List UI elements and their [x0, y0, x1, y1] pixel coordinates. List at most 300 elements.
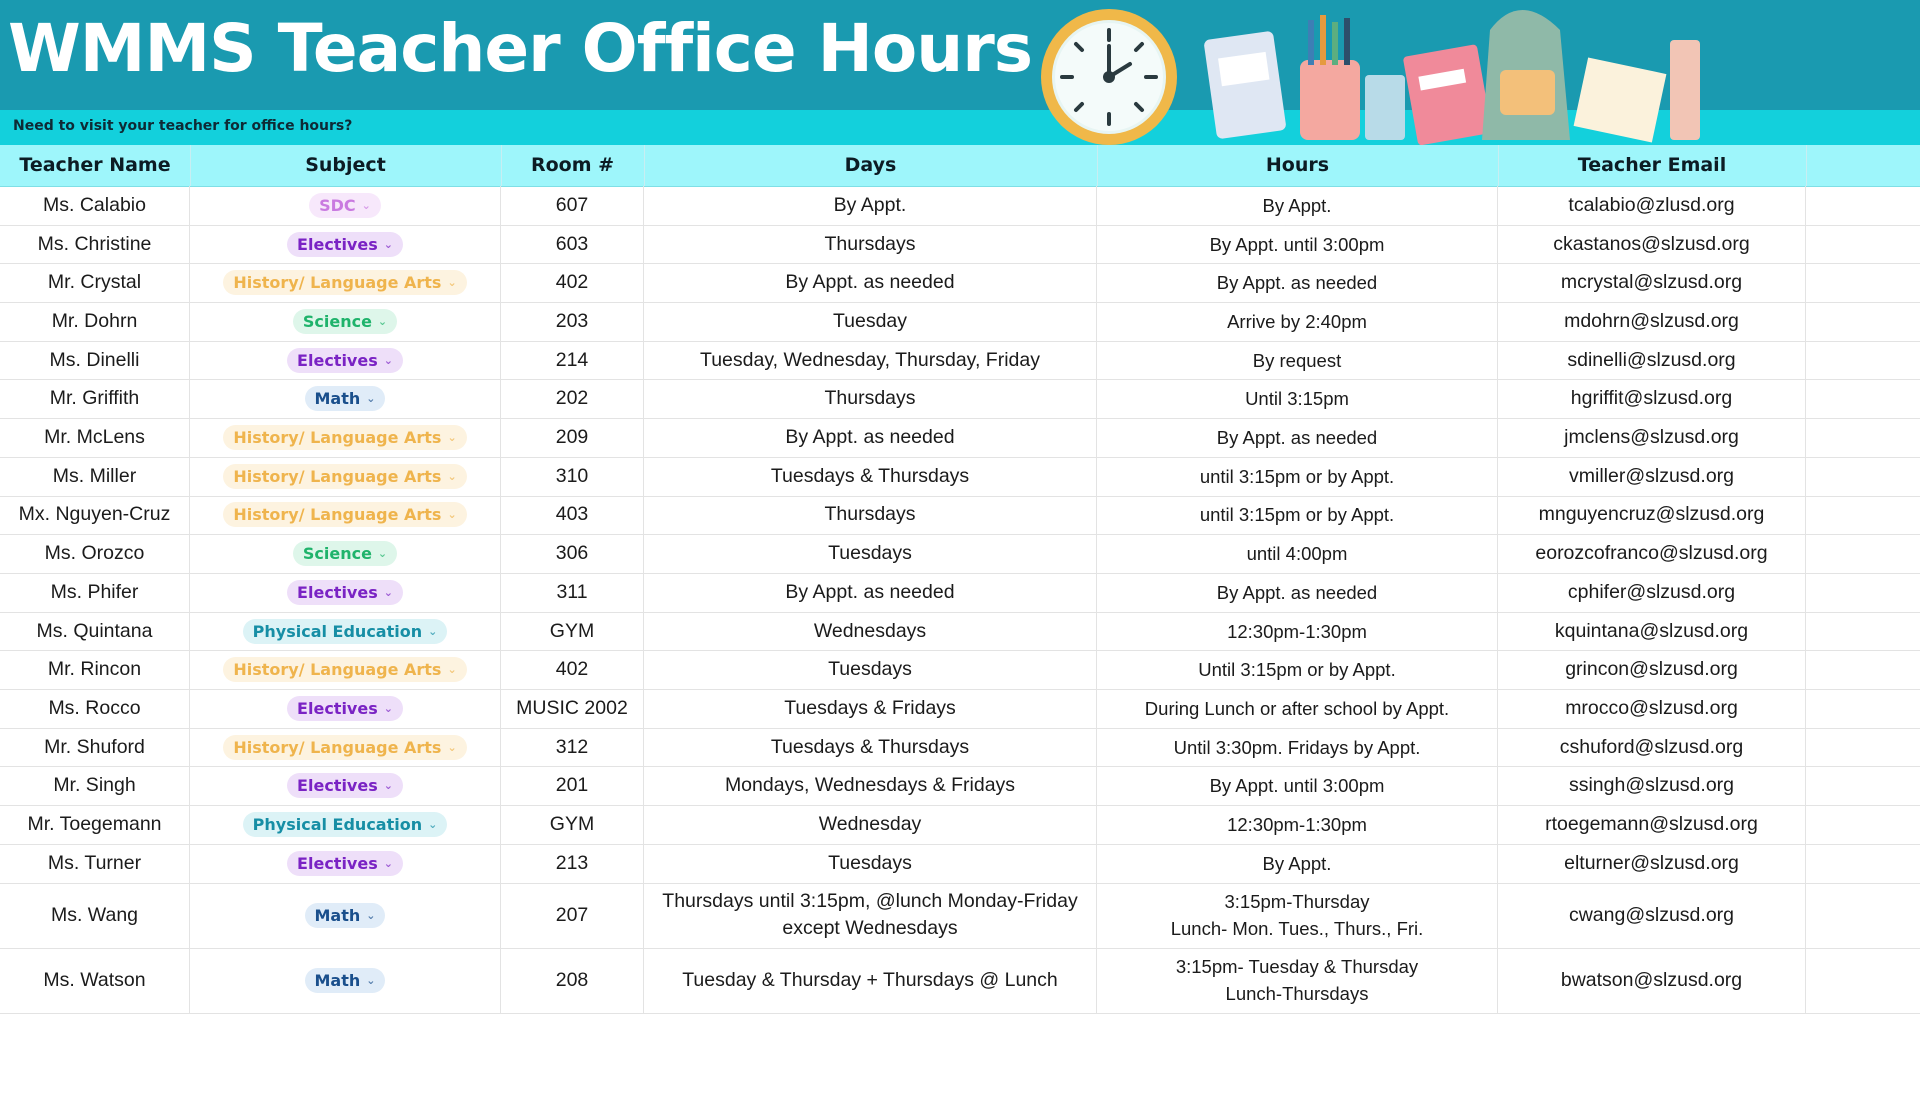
hours-text: During Lunch or after school by Appt. — [1144, 697, 1450, 719]
page-title: WMMS Teacher Office Hours — [8, 10, 1033, 87]
room-cell[interactable] — [501, 844, 644, 883]
teacher-name-cell[interactable] — [0, 844, 190, 883]
subject-label: Electives — [297, 582, 378, 602]
room-text: 214 — [555, 348, 589, 371]
hours-cell[interactable] — [1097, 689, 1498, 728]
hours-cell[interactable] — [1097, 844, 1498, 883]
email-text: ckastanos@slzusd.org — [1553, 232, 1750, 255]
days-text: Thursdays until 3:15pm, @lunch Monday-Friday except Wednesdays — [662, 890, 1078, 940]
column-header-email[interactable]: Teacher Email — [1498, 145, 1807, 186]
email-cell[interactable] — [1498, 380, 1806, 419]
email-cell[interactable] — [1498, 612, 1806, 651]
hours-cell[interactable] — [1097, 573, 1498, 612]
subject-dropdown-chip[interactable] — [287, 580, 403, 605]
teacher-name-text: Mr. Toegemann — [27, 813, 162, 836]
days-cell[interactable] — [644, 302, 1097, 341]
email-cell[interactable] — [1498, 496, 1806, 535]
subject-label: History/ Language Arts — [233, 466, 442, 486]
days-text: Tuesdays & Thursdays — [770, 735, 970, 758]
days-text: Wednesday — [818, 813, 922, 836]
hours-cell[interactable] — [1097, 948, 1498, 1013]
subject-cell[interactable] — [190, 457, 501, 496]
column-header-days[interactable]: Days — [644, 145, 1098, 186]
subject-cell[interactable] — [190, 612, 501, 651]
room-text: 607 — [555, 193, 589, 216]
subject-cell[interactable] — [190, 573, 501, 612]
subject-dropdown-chip[interactable] — [309, 193, 381, 218]
teacher-name-cell[interactable] — [0, 728, 190, 767]
room-cell[interactable] — [501, 225, 644, 264]
days-cell[interactable] — [644, 805, 1097, 844]
subject-dropdown-chip[interactable] — [287, 696, 403, 721]
table-row — [0, 573, 1920, 613]
chevron-down-icon: ⌄ — [361, 198, 371, 212]
room-text: 209 — [555, 426, 589, 449]
teacher-name-cell[interactable] — [0, 457, 190, 496]
chevron-down-icon: ⌄ — [447, 431, 457, 445]
room-text: 203 — [555, 309, 589, 332]
room-cell[interactable] — [501, 728, 644, 767]
room-cell[interactable] — [501, 496, 644, 535]
hours-text: 3:15pm-Thursday Lunch- Mon. Tues., Thurs., Fri. — [1170, 891, 1424, 940]
table-row — [0, 380, 1920, 420]
email-cell[interactable] — [1498, 767, 1806, 806]
days-cell[interactable] — [644, 689, 1097, 728]
teacher-name-cell[interactable] — [0, 263, 190, 302]
hours-cell[interactable] — [1097, 767, 1498, 806]
email-text: cphifer@slzusd.org — [1567, 580, 1736, 603]
email-cell[interactable] — [1498, 457, 1806, 496]
teacher-name-text: Mr. Griffith — [49, 387, 140, 410]
room-cell[interactable] — [501, 302, 644, 341]
hours-text: until 4:00pm — [1246, 543, 1348, 565]
teacher-name-text: Ms. Miller — [52, 464, 137, 487]
email-text: cshuford@slzusd.org — [1559, 735, 1744, 758]
subject-cell[interactable] — [190, 186, 501, 225]
teacher-name-text: Mr. Shuford — [44, 735, 145, 758]
hours-text: until 3:15pm or by Appt. — [1199, 504, 1395, 526]
hours-text: By Appt. — [1262, 194, 1332, 216]
room-cell[interactable] — [501, 767, 644, 806]
teacher-name-cell[interactable] — [0, 341, 190, 380]
subject-dropdown-chip[interactable] — [305, 968, 386, 993]
email-cell[interactable] — [1498, 186, 1806, 225]
room-cell[interactable] — [501, 612, 644, 651]
chevron-down-icon: ⌄ — [447, 740, 457, 754]
subject-cell[interactable] — [190, 418, 501, 457]
email-cell[interactable] — [1498, 650, 1806, 689]
teacher-name-cell[interactable] — [0, 573, 190, 612]
subject-label: History/ Language Arts — [233, 273, 442, 293]
subject-cell[interactable] — [190, 948, 501, 1013]
hours-text: By Appt. until 3:00pm — [1209, 775, 1385, 797]
subject-dropdown-chip[interactable] — [293, 309, 397, 334]
room-cell[interactable] — [501, 418, 644, 457]
chevron-down-icon: ⌄ — [447, 469, 457, 483]
email-cell[interactable] — [1498, 534, 1806, 573]
email-cell[interactable] — [1498, 225, 1806, 264]
hours-text: By Appt. as needed — [1216, 581, 1378, 603]
subject-dropdown-chip[interactable] — [305, 386, 386, 411]
room-text: 402 — [555, 271, 589, 294]
email-cell[interactable] — [1498, 883, 1806, 948]
email-text: jmclens@slzusd.org — [1564, 426, 1739, 449]
days-text: Wednesdays — [813, 619, 927, 642]
days-cell[interactable] — [644, 534, 1097, 573]
subject-label: Electives — [297, 853, 378, 873]
days-text: Tuesdays — [828, 542, 912, 565]
days-cell[interactable] — [644, 767, 1097, 806]
hours-text: Until 3:15pm or by Appt. — [1198, 659, 1396, 681]
email-cell[interactable] — [1498, 689, 1806, 728]
hours-cell[interactable] — [1097, 186, 1498, 225]
hours-text: By Appt. as needed — [1216, 272, 1378, 294]
room-cell[interactable] — [501, 186, 644, 225]
teacher-name-text: Ms. Christine — [37, 232, 152, 255]
teacher-name-cell[interactable] — [0, 186, 190, 225]
subject-dropdown-chip[interactable] — [223, 425, 466, 450]
table-row — [0, 728, 1920, 768]
chevron-down-icon: ⌄ — [383, 779, 393, 793]
chevron-down-icon: ⌄ — [366, 392, 376, 406]
chevron-down-icon: ⌄ — [447, 508, 457, 522]
teacher-name-text: Mr. Singh — [53, 774, 136, 797]
teacher-name-cell[interactable] — [0, 650, 190, 689]
teacher-name-text: Ms. Calabio — [43, 193, 146, 216]
subject-label: Math — [314, 905, 361, 925]
table-row — [0, 883, 1920, 949]
days-cell[interactable] — [644, 186, 1097, 225]
email-text: vmiller@slzusd.org — [1569, 464, 1734, 487]
subject-label: Electives — [297, 234, 378, 254]
subject-cell[interactable] — [190, 689, 501, 728]
chevron-down-icon: ⌄ — [366, 908, 376, 922]
email-text: mnguyencruz@slzusd.org — [1538, 503, 1765, 526]
days-text: Mondays, Wednesdays & Fridays — [724, 774, 1016, 797]
subject-cell[interactable] — [190, 341, 501, 380]
hours-cell[interactable] — [1097, 225, 1498, 264]
subject-label: Physical Education — [252, 815, 423, 835]
chevron-down-icon: ⌄ — [447, 276, 457, 290]
subject-label: Electives — [297, 776, 378, 796]
table-row — [0, 650, 1920, 690]
email-text: sdinelli@slzusd.org — [1567, 348, 1736, 371]
subject-label: History/ Language Arts — [233, 505, 442, 525]
table-row — [0, 341, 1920, 381]
table-row — [0, 612, 1920, 652]
room-cell[interactable] — [501, 573, 644, 612]
table-row — [0, 948, 1920, 1014]
room-text: 403 — [555, 503, 589, 526]
email-text: rtoegemann@slzusd.org — [1545, 813, 1758, 836]
room-text: 208 — [555, 968, 589, 991]
room-text: 201 — [555, 774, 589, 797]
subject-dropdown-chip[interactable] — [223, 270, 466, 295]
chevron-down-icon: ⌄ — [428, 818, 438, 832]
teacher-name-cell[interactable] — [0, 496, 190, 535]
hours-text: By Appt. as needed — [1216, 427, 1378, 449]
room-cell[interactable] — [501, 341, 644, 380]
email-cell[interactable] — [1498, 418, 1806, 457]
subject-cell[interactable] — [190, 767, 501, 806]
email-text: tcalabio@zlusd.org — [1568, 193, 1735, 216]
subject-cell[interactable] — [190, 496, 501, 535]
days-text: By Appt. as needed — [785, 580, 955, 603]
teacher-name-text: Mr. McLens — [44, 426, 145, 449]
hours-text: until 3:15pm or by Appt. — [1199, 465, 1395, 487]
teacher-name-cell[interactable] — [0, 302, 190, 341]
chevron-down-icon: ⌄ — [383, 353, 393, 367]
hours-cell[interactable] — [1097, 650, 1498, 689]
hours-cell[interactable] — [1097, 457, 1498, 496]
subject-dropdown-chip[interactable] — [223, 464, 466, 489]
email-text: ssingh@slzusd.org — [1568, 774, 1735, 797]
teacher-name-cell[interactable] — [0, 225, 190, 264]
hours-cell[interactable] — [1097, 380, 1498, 419]
teacher-name-text: Mr. Rincon — [47, 658, 142, 681]
subject-label: Science — [302, 311, 372, 331]
teacher-name-text: Ms. Phifer — [50, 580, 139, 603]
teacher-name-text: Ms. Wang — [50, 903, 139, 926]
room-text: GYM — [549, 619, 595, 642]
hours-text: By Appt. — [1262, 852, 1332, 874]
room-cell[interactable] — [501, 883, 644, 948]
chevron-down-icon: ⌄ — [383, 237, 393, 251]
subject-dropdown-chip[interactable] — [223, 657, 466, 682]
table-row — [0, 225, 1920, 265]
subject-dropdown-chip[interactable] — [243, 812, 448, 837]
teacher-name-text: Ms. Turner — [47, 851, 142, 874]
teacher-name-text: Mr. Crystal — [47, 271, 142, 294]
email-cell[interactable] — [1498, 948, 1806, 1013]
room-text: GYM — [549, 813, 595, 836]
room-text: 213 — [555, 851, 589, 874]
days-text: By Appt. as needed — [785, 271, 955, 294]
days-cell[interactable] — [644, 418, 1097, 457]
room-text: 202 — [555, 387, 589, 410]
hours-text: By request — [1252, 349, 1342, 371]
column-header-teacher-name[interactable]: Teacher Name — [0, 145, 191, 186]
chevron-down-icon: ⌄ — [383, 856, 393, 870]
subject-dropdown-chip[interactable] — [293, 541, 397, 566]
room-text: MUSIC 2002 — [516, 696, 628, 719]
subject-label: History/ Language Arts — [233, 660, 442, 680]
email-text: hgriffit@slzusd.org — [1570, 387, 1733, 410]
teacher-name-cell[interactable] — [0, 418, 190, 457]
days-text: By Appt. — [833, 193, 907, 216]
subject-cell[interactable] — [190, 263, 501, 302]
subject-label: Science — [302, 544, 372, 564]
hours-cell[interactable] — [1097, 883, 1498, 948]
teacher-name-text: Ms. Dinelli — [49, 348, 140, 371]
hours-cell[interactable] — [1097, 534, 1498, 573]
email-cell[interactable] — [1498, 341, 1806, 380]
table-row — [0, 689, 1920, 729]
days-text: Thursdays — [824, 387, 916, 410]
table-header-row — [0, 145, 1920, 187]
days-cell[interactable] — [644, 341, 1097, 380]
column-header-subject[interactable]: Subject — [190, 145, 502, 186]
email-text: mrocco@slzusd.org — [1565, 696, 1738, 719]
days-cell[interactable] — [644, 496, 1097, 535]
teacher-name-cell[interactable] — [0, 883, 190, 948]
teacher-name-text: Ms. Orozco — [44, 542, 145, 565]
subject-dropdown-chip[interactable] — [223, 735, 466, 760]
subject-cell[interactable] — [190, 302, 501, 341]
hours-cell[interactable] — [1097, 496, 1498, 535]
table-row — [0, 534, 1920, 574]
hours-cell[interactable] — [1097, 263, 1498, 302]
days-cell[interactable] — [644, 573, 1097, 612]
subject-cell[interactable] — [190, 883, 501, 948]
chevron-down-icon: ⌄ — [377, 547, 388, 561]
room-cell[interactable] — [501, 457, 644, 496]
email-cell[interactable] — [1498, 302, 1806, 341]
days-cell[interactable] — [644, 728, 1097, 767]
subject-dropdown-chip[interactable] — [287, 773, 403, 798]
column-header-room[interactable]: Room # — [501, 145, 645, 186]
days-text: Thursdays — [824, 503, 916, 526]
subject-label: Math — [314, 970, 361, 990]
subject-dropdown-chip[interactable] — [305, 903, 386, 928]
days-cell[interactable] — [644, 948, 1097, 1013]
teacher-name-text: Mr. Dohrn — [51, 309, 138, 332]
email-cell[interactable] — [1498, 805, 1806, 844]
subject-label: Physical Education — [252, 621, 423, 641]
teacher-name-cell[interactable] — [0, 612, 190, 651]
email-text: mcrystal@slzusd.org — [1560, 271, 1743, 294]
subject-label: Electives — [297, 350, 378, 370]
email-cell[interactable] — [1498, 728, 1806, 767]
days-cell[interactable] — [644, 380, 1097, 419]
days-cell[interactable] — [644, 612, 1097, 651]
table-row — [0, 263, 1920, 303]
chevron-down-icon: ⌄ — [383, 585, 393, 599]
table-row — [0, 418, 1920, 458]
subject-dropdown-chip[interactable] — [287, 232, 403, 257]
hours-text: 3:15pm- Tuesday & Thursday Lunch-Thursdays — [1175, 956, 1419, 1005]
days-cell[interactable] — [644, 844, 1097, 883]
hours-cell[interactable] — [1097, 612, 1498, 651]
subject-cell[interactable] — [190, 380, 501, 419]
hours-text: Until 3:30pm. Fridays by Appt. — [1173, 736, 1421, 758]
subject-label: SDC — [319, 195, 356, 215]
table-row — [0, 844, 1920, 884]
hours-text: Until 3:15pm — [1245, 388, 1349, 410]
teacher-name-cell[interactable] — [0, 948, 190, 1013]
room-cell[interactable] — [501, 650, 644, 689]
column-header-hours[interactable]: Hours — [1097, 145, 1499, 186]
teacher-name-text: Ms. Quintana — [36, 619, 153, 642]
chevron-down-icon: ⌄ — [366, 973, 376, 987]
subject-dropdown-chip[interactable] — [287, 348, 403, 373]
room-text: 310 — [555, 464, 589, 487]
room-cell[interactable] — [501, 380, 644, 419]
table-row — [0, 496, 1920, 536]
days-text: Thursdays — [824, 232, 916, 255]
room-cell[interactable] — [501, 948, 644, 1013]
email-text: elturner@slzusd.org — [1564, 851, 1739, 874]
teacher-name-text: Ms. Watson — [43, 968, 146, 991]
room-text: 312 — [555, 735, 589, 758]
days-cell[interactable] — [644, 457, 1097, 496]
days-text: Tuesday, Wednesday, Thursday, Friday — [700, 348, 1040, 371]
teacher-name-cell[interactable] — [0, 805, 190, 844]
days-text: Tuesdays & Thursdays — [770, 464, 970, 487]
hours-cell[interactable] — [1097, 728, 1498, 767]
email-cell[interactable] — [1498, 263, 1806, 302]
email-text: grincon@slzusd.org — [1565, 658, 1738, 681]
room-text: 306 — [555, 542, 589, 565]
email-text: mdohrn@slzusd.org — [1564, 309, 1739, 332]
table-row — [0, 805, 1920, 845]
teacher-name-text: Mx. Nguyen-Cruz — [18, 503, 171, 526]
teacher-name-cell[interactable] — [0, 380, 190, 419]
days-cell[interactable] — [644, 883, 1097, 948]
room-text: 207 — [555, 903, 589, 926]
subject-cell[interactable] — [190, 225, 501, 264]
subject-cell[interactable] — [190, 844, 501, 883]
days-cell[interactable] — [644, 650, 1097, 689]
room-cell[interactable] — [501, 534, 644, 573]
subject-label: History/ Language Arts — [233, 428, 442, 448]
table-row — [0, 186, 1920, 226]
table-row — [0, 457, 1920, 497]
days-text: Tuesdays — [828, 658, 912, 681]
hours-cell[interactable] — [1097, 418, 1498, 457]
teacher-name-cell[interactable] — [0, 767, 190, 806]
chevron-down-icon: ⌄ — [428, 624, 438, 638]
teacher-name-cell[interactable] — [0, 534, 190, 573]
days-text: Tuesday — [832, 309, 908, 332]
email-text: bwatson@slzusd.org — [1560, 968, 1743, 991]
hours-cell[interactable] — [1097, 341, 1498, 380]
clock-icon — [1038, 6, 1180, 148]
room-text: 402 — [555, 658, 589, 681]
hours-cell[interactable] — [1097, 805, 1498, 844]
subject-dropdown-chip[interactable] — [243, 619, 448, 644]
hours-text: 12:30pm-1:30pm — [1227, 814, 1367, 836]
days-cell[interactable] — [644, 263, 1097, 302]
email-text: eorozcofranco@slzusd.org — [1535, 542, 1768, 565]
teacher-name-cell[interactable] — [0, 689, 190, 728]
days-text: Tuesday & Thursday + Thursdays @ Lunch — [682, 968, 1058, 991]
subject-dropdown-chip[interactable] — [223, 502, 466, 527]
room-cell[interactable] — [501, 263, 644, 302]
days-text: Tuesdays — [828, 851, 912, 874]
days-cell[interactable] — [644, 225, 1097, 264]
subject-cell[interactable] — [190, 534, 501, 573]
subject-dropdown-chip[interactable] — [287, 851, 403, 876]
room-cell[interactable] — [501, 805, 644, 844]
email-cell[interactable] — [1498, 844, 1806, 883]
days-text: Tuesdays & Fridays — [784, 696, 956, 719]
hours-text: By Appt. until 3:00pm — [1209, 233, 1385, 255]
chevron-down-icon: ⌄ — [383, 701, 393, 715]
subject-cell[interactable] — [190, 650, 501, 689]
email-text: cwang@slzusd.org — [1568, 903, 1735, 926]
hours-cell[interactable] — [1097, 302, 1498, 341]
subject-cell[interactable] — [190, 728, 501, 767]
chevron-down-icon: ⌄ — [447, 663, 457, 677]
email-cell[interactable] — [1498, 573, 1806, 612]
page-subtitle: Need to visit your teacher for office hours? — [13, 118, 353, 134]
subject-label: Math — [314, 389, 361, 409]
subject-cell[interactable] — [190, 805, 501, 844]
room-cell[interactable] — [501, 689, 644, 728]
room-text: 311 — [556, 580, 588, 603]
hours-text: Arrive by 2:40pm — [1227, 310, 1367, 332]
